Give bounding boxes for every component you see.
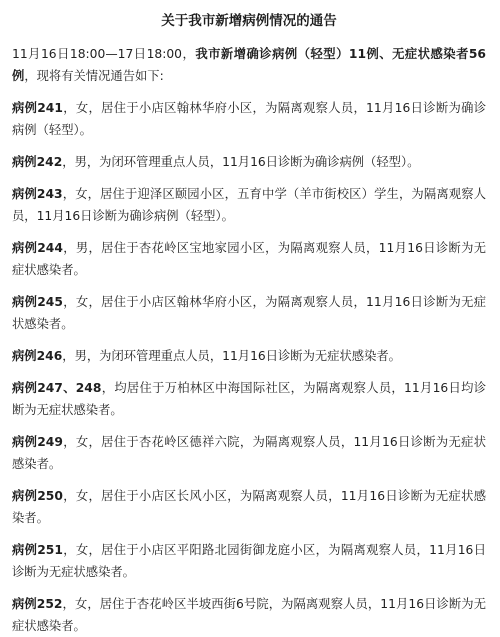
case-text: ，女，居住于小店区翰林华府小区，为隔离观察人员，11月16日诊断为无症状感染者。 <box>12 295 486 331</box>
case-id: 病例251 <box>12 543 63 557</box>
case-id: 病例245 <box>12 295 63 309</box>
notice-title: 关于我市新增病例情况的通告 <box>161 13 337 29</box>
case-item <box>12 593 486 637</box>
case-text: ，男，居住于杏花岭区宝地家园小区，为隔离观察人员，11月16日诊断为无症状感染者。 <box>12 241 486 277</box>
case-item <box>12 237 486 281</box>
case-id: 病例241 <box>12 101 63 115</box>
case-id: 病例252 <box>12 597 63 611</box>
case-text: ，女，居住于小店区平阳路北园街御龙庭小区，为隔离观察人员，11月16日诊断为无症状感染者。 <box>12 543 486 579</box>
case-id: 病例250 <box>12 489 63 503</box>
case-item <box>12 345 486 367</box>
case-text: ，女，居住于小店区翰林华府小区，为隔离观察人员，11月16日诊断为确诊病例（轻型）。 <box>12 101 486 137</box>
case-text: ，女，居住于迎泽区颐园小区，五育中学（羊市街校区）学生，为隔离观察人员，11月16日诊断为确诊病例（轻型）。 <box>12 187 486 223</box>
case-text: ，男，为闭环管理重点人员，11月16日诊断为确诊病例（轻型）。 <box>62 155 420 169</box>
case-item <box>12 377 486 421</box>
case-item <box>12 291 486 335</box>
case-id: 病例246 <box>12 349 63 363</box>
case-item <box>12 183 486 227</box>
case-id: 病例249 <box>12 435 63 449</box>
notice-intro <box>12 43 486 87</box>
case-text: ，均居住于万柏林区中海国际社区，为隔离观察人员，11月16日均诊断为无症状感染者。 <box>12 381 487 417</box>
case-text: ，男，为闭环管理重点人员，11月16日诊断为无症状感染者。 <box>62 349 401 363</box>
case-item <box>12 97 486 141</box>
case-id: 病例247、248 <box>12 381 102 395</box>
case-item <box>12 485 486 529</box>
intro-tail: ，现将有关情况通告如下: <box>24 69 164 83</box>
case-id: 病例242 <box>12 155 63 169</box>
case-item <box>12 151 486 173</box>
case-text: ，女，居住于杏花岭区德祥六院，为隔离观察人员，11月16日诊断为无症状感染者。 <box>12 435 486 471</box>
intro-lead: 11月16日18:00—17日18:00， <box>12 47 196 61</box>
case-text: ，女，居住于杏花岭区半坡西街6号院，为隔离观察人员，11月16日诊断为无症状感染者。 <box>12 597 486 633</box>
case-item <box>12 431 486 475</box>
case-id: 病例243 <box>12 187 63 201</box>
case-text: ，女，居住于小店区长风小区，为隔离观察人员，11月16日诊断为无症状感染者。 <box>12 489 486 525</box>
case-id: 病例244 <box>12 241 63 255</box>
case-item <box>12 539 486 583</box>
intro-highlight: 我市新增确诊病例（轻型）11例、无症状感染者56例 <box>12 47 486 83</box>
